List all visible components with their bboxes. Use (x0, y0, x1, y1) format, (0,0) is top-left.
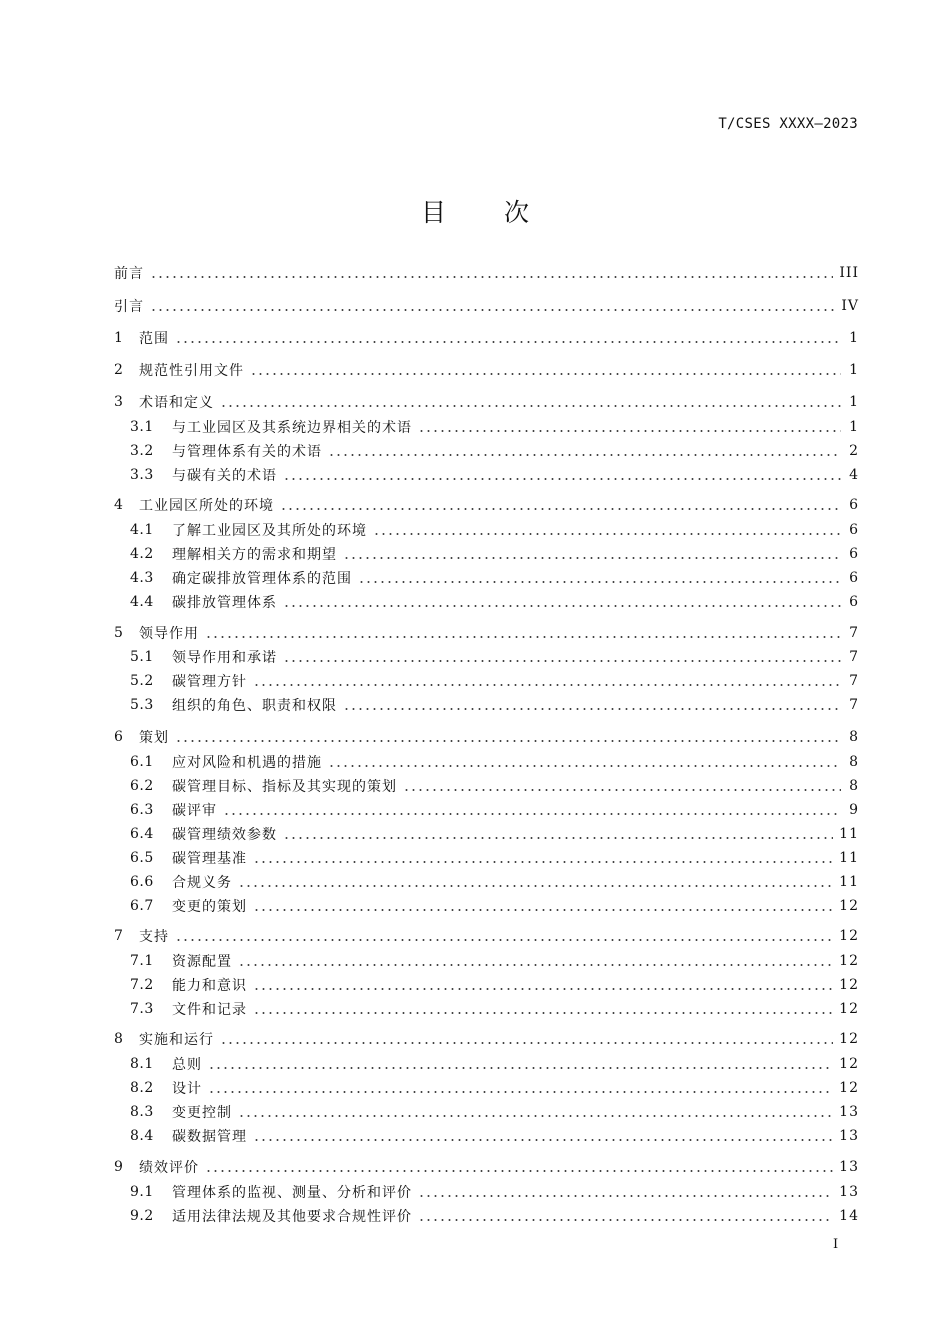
toc-entry-label: 与工业园区及其系统边界相关的术语 (172, 420, 412, 436)
dot-leader (280, 508, 841, 510)
toc-entry-number: 6.2 (130, 778, 154, 794)
dot-leader (283, 660, 841, 662)
toc-entry-number: 4.2 (130, 546, 154, 562)
toc-entry-number: 5 (114, 625, 124, 641)
dot-leader (253, 1012, 833, 1014)
toc-entry-number: 3 (114, 394, 124, 410)
toc-entry-number: 4.4 (130, 594, 154, 610)
toc-entry-label: 术语和定义 (139, 395, 214, 411)
toc-entry-page: 2 (849, 443, 859, 459)
dot-leader (175, 740, 841, 742)
toc-entry-label: 碳数据管理 (172, 1129, 247, 1145)
toc-entry-page: 12 (839, 977, 859, 993)
toc-entry-page: 6 (849, 497, 859, 513)
toc-entry-number: 4.3 (130, 570, 154, 586)
toc-entry-number: 8.3 (130, 1104, 154, 1120)
toc-entry-page: 7 (849, 673, 859, 689)
toc-entry-number: 8.1 (130, 1056, 154, 1072)
toc-entry-page: 14 (839, 1208, 859, 1224)
toc-entry-label: 理解相关方的需求和期望 (172, 547, 337, 563)
toc-entry-number: 8 (114, 1031, 124, 1047)
toc-entry-number: 8.4 (130, 1128, 154, 1144)
toc-entry-page: 9 (849, 802, 859, 818)
toc-entry[interactable] (130, 776, 859, 796)
toc-entry[interactable] (130, 1102, 859, 1122)
toc-entry-label: 与碳有关的术语 (172, 468, 277, 484)
toc-entry-number: 5.2 (130, 673, 154, 689)
toc-entry[interactable] (130, 568, 859, 588)
toc-entry-number: 7.2 (130, 977, 154, 993)
toc-entry[interactable] (114, 263, 859, 283)
toc-entry-number: 3.2 (130, 443, 154, 459)
dot-leader (238, 1115, 833, 1117)
toc-entry-label: 了解工业园区及其所处的环境 (172, 523, 367, 539)
toc-entry-label: 变更的策划 (172, 899, 247, 915)
toc-entry[interactable] (130, 951, 859, 971)
toc-entry-page: 12 (839, 1001, 859, 1017)
toc-entry-page: 7 (849, 697, 859, 713)
page-number: I (833, 1237, 839, 1252)
toc-entry-label: 引言 (114, 299, 144, 315)
toc-entry-label: 规范性引用文件 (139, 363, 244, 379)
dot-leader (238, 964, 833, 966)
toc-entry-number: 7.1 (130, 953, 154, 969)
dot-leader (253, 861, 833, 863)
toc-entry-label: 碳管理方针 (172, 674, 247, 690)
toc-entry-label: 领导作用 (139, 626, 199, 642)
dot-leader (358, 581, 841, 583)
dot-leader (328, 454, 841, 456)
toc-entry-page: 13 (839, 1128, 859, 1144)
dot-leader (150, 276, 833, 278)
toc-entry[interactable] (130, 1054, 859, 1074)
toc-entry-page: 11 (839, 850, 859, 866)
toc-entry-page: 12 (839, 898, 859, 914)
toc-entry-number: 6.6 (130, 874, 154, 890)
toc-entry[interactable] (130, 465, 859, 485)
toc-entry-page: 13 (839, 1184, 859, 1200)
toc-entry[interactable] (114, 926, 859, 946)
toc-entry-page: 7 (849, 649, 859, 665)
dot-leader (208, 1091, 833, 1093)
toc-entry-page: 6 (849, 594, 859, 610)
dot-leader (220, 1042, 833, 1044)
toc-entry[interactable] (130, 848, 859, 868)
toc-entry-label: 管理体系的监视、测量、分析和评价 (172, 1185, 412, 1201)
toc-entry-label: 合规义务 (172, 875, 232, 891)
toc-entry-label: 确定碳排放管理体系的范围 (172, 571, 352, 587)
toc-entry[interactable] (130, 417, 859, 437)
toc-entry-page: 1 (849, 394, 859, 410)
toc-entry[interactable] (130, 800, 859, 820)
toc-entry-number: 5.3 (130, 697, 154, 713)
toc-entry-page: 8 (849, 729, 859, 745)
toc-entry[interactable] (114, 392, 859, 412)
toc-entry[interactable] (114, 360, 859, 380)
toc-entry-number: 2 (114, 362, 124, 378)
toc-entry[interactable] (114, 328, 859, 348)
toc-entry-label: 支持 (139, 929, 169, 945)
toc-entry-page: 12 (839, 953, 859, 969)
toc-entry-number: 6 (114, 729, 124, 745)
dot-leader (253, 1139, 833, 1141)
toc-entry-label: 策划 (139, 730, 169, 746)
toc-entry-page: 8 (849, 778, 859, 794)
toc-entry-number: 6.1 (130, 754, 154, 770)
dot-leader (283, 605, 841, 607)
toc-entry[interactable] (114, 495, 859, 515)
toc-entry[interactable] (130, 896, 859, 916)
dot-leader (403, 789, 841, 791)
dot-leader (250, 373, 841, 375)
dot-leader (223, 813, 841, 815)
toc-entry[interactable] (130, 1126, 859, 1146)
toc-entry-page: 12 (839, 1080, 859, 1096)
toc-entry-label: 设计 (172, 1081, 202, 1097)
toc-entry-page: 6 (849, 546, 859, 562)
toc-entry-label: 碳排放管理体系 (172, 595, 277, 611)
dot-leader (418, 430, 841, 432)
toc-entry-page: III (839, 265, 859, 281)
toc-entry-number: 9.1 (130, 1184, 154, 1200)
toc-entry-page: 1 (849, 362, 859, 378)
dot-leader (283, 837, 833, 839)
dot-leader (328, 765, 841, 767)
toc-entry-label: 前言 (114, 266, 144, 282)
toc-entry-label: 适用法律法规及其他要求合规性评价 (172, 1209, 412, 1225)
toc-entry-label: 实施和运行 (139, 1032, 214, 1048)
toc-entry[interactable] (130, 695, 859, 715)
toc-entry-page: IV (841, 298, 859, 314)
toc-entry[interactable] (114, 727, 859, 747)
toc-entry-page: 12 (839, 928, 859, 944)
toc-entry-number: 3.3 (130, 467, 154, 483)
toc-entry-label: 碳管理目标、指标及其实现的策划 (172, 779, 397, 795)
toc-entry-page: 12 (839, 1056, 859, 1072)
toc-entry[interactable] (130, 1182, 859, 1202)
toc-entry-label: 资源配置 (172, 954, 232, 970)
toc-entry-label: 组织的角色、职责和权限 (172, 698, 337, 714)
toc-entry-number: 9.2 (130, 1208, 154, 1224)
toc-entry-number: 4 (114, 497, 124, 513)
page-title: 目次 (420, 198, 587, 227)
toc-entry-page: 13 (839, 1159, 859, 1175)
toc-entry[interactable] (130, 752, 859, 772)
dot-leader (238, 885, 833, 887)
dot-leader (205, 1170, 833, 1172)
toc-entry-page: 13 (839, 1104, 859, 1120)
toc-entry[interactable] (130, 544, 859, 564)
dot-leader (208, 1067, 833, 1069)
toc-entry-page: 4 (849, 467, 859, 483)
toc-entry-label: 碳管理绩效参数 (172, 827, 277, 843)
dot-leader (205, 636, 841, 638)
toc-entry-label: 领导作用和承诺 (172, 650, 277, 666)
toc-entry-label: 范围 (139, 331, 169, 347)
dot-leader (418, 1219, 833, 1221)
toc-entry-number: 9 (114, 1159, 124, 1175)
toc-entry[interactable] (114, 1157, 859, 1177)
dot-leader (253, 684, 841, 686)
toc-entry-label: 工业园区所处的环境 (139, 498, 274, 514)
toc-entry[interactable] (130, 520, 859, 540)
toc-entry[interactable] (130, 592, 859, 612)
toc-entry-number: 6.3 (130, 802, 154, 818)
toc-entry[interactable] (114, 296, 859, 316)
dot-leader (343, 557, 841, 559)
toc-entry-label: 总则 (172, 1057, 202, 1073)
toc-entry-label: 变更控制 (172, 1105, 232, 1121)
toc-entry-label: 能力和意识 (172, 978, 247, 994)
dot-leader (253, 909, 833, 911)
toc-entry-number: 6.5 (130, 850, 154, 866)
dot-leader (418, 1195, 833, 1197)
toc-entry-number: 1 (114, 330, 124, 346)
toc-entry-number: 3.1 (130, 419, 154, 435)
dot-leader (175, 341, 841, 343)
toc-entry-label: 与管理体系有关的术语 (172, 444, 322, 460)
toc-entry[interactable] (130, 999, 859, 1019)
toc-entry[interactable] (130, 1206, 859, 1226)
toc-entry-number: 6.7 (130, 898, 154, 914)
toc-entry-number: 4.1 (130, 522, 154, 538)
toc-entry-label: 绩效评价 (139, 1160, 199, 1176)
toc-entry-number: 7.3 (130, 1001, 154, 1017)
toc-entry-label: 应对风险和机遇的措施 (172, 755, 322, 771)
toc-entry-page: 6 (849, 522, 859, 538)
toc-entry-label: 文件和记录 (172, 1002, 247, 1018)
toc-entry-page: 1 (849, 419, 859, 435)
toc-entry-page: 8 (849, 754, 859, 770)
toc-entry-number: 6.4 (130, 826, 154, 842)
toc-entry-number: 8.2 (130, 1080, 154, 1096)
toc-entry-number: 5.1 (130, 649, 154, 665)
toc-entry-page: 1 (849, 330, 859, 346)
toc-entry[interactable] (130, 671, 859, 691)
dot-leader (150, 309, 835, 311)
document-code: T/CSES XXXX—2023 (718, 116, 858, 132)
toc-entry[interactable] (130, 824, 859, 844)
toc-entry-label: 碳评审 (172, 803, 217, 819)
toc-entry[interactable] (130, 441, 859, 461)
toc-entry-page: 7 (849, 625, 859, 641)
dot-leader (220, 405, 841, 407)
toc-entry-page: 11 (839, 874, 859, 890)
dot-leader (343, 708, 841, 710)
dot-leader (253, 988, 833, 990)
toc-entry-page: 11 (839, 826, 859, 842)
dot-leader (373, 533, 841, 535)
toc-entry[interactable] (130, 872, 859, 892)
toc-entry[interactable] (130, 647, 859, 667)
toc-entry[interactable] (114, 623, 859, 643)
toc-entry-label: 碳管理基准 (172, 851, 247, 867)
toc-entry[interactable] (130, 975, 859, 995)
toc-entry-number: 7 (114, 928, 124, 944)
toc-entry[interactable] (114, 1029, 859, 1049)
dot-leader (175, 939, 833, 941)
toc-entry-page: 12 (839, 1031, 859, 1047)
toc-entry-page: 6 (849, 570, 859, 586)
toc-entry[interactable] (130, 1078, 859, 1098)
dot-leader (283, 478, 841, 480)
